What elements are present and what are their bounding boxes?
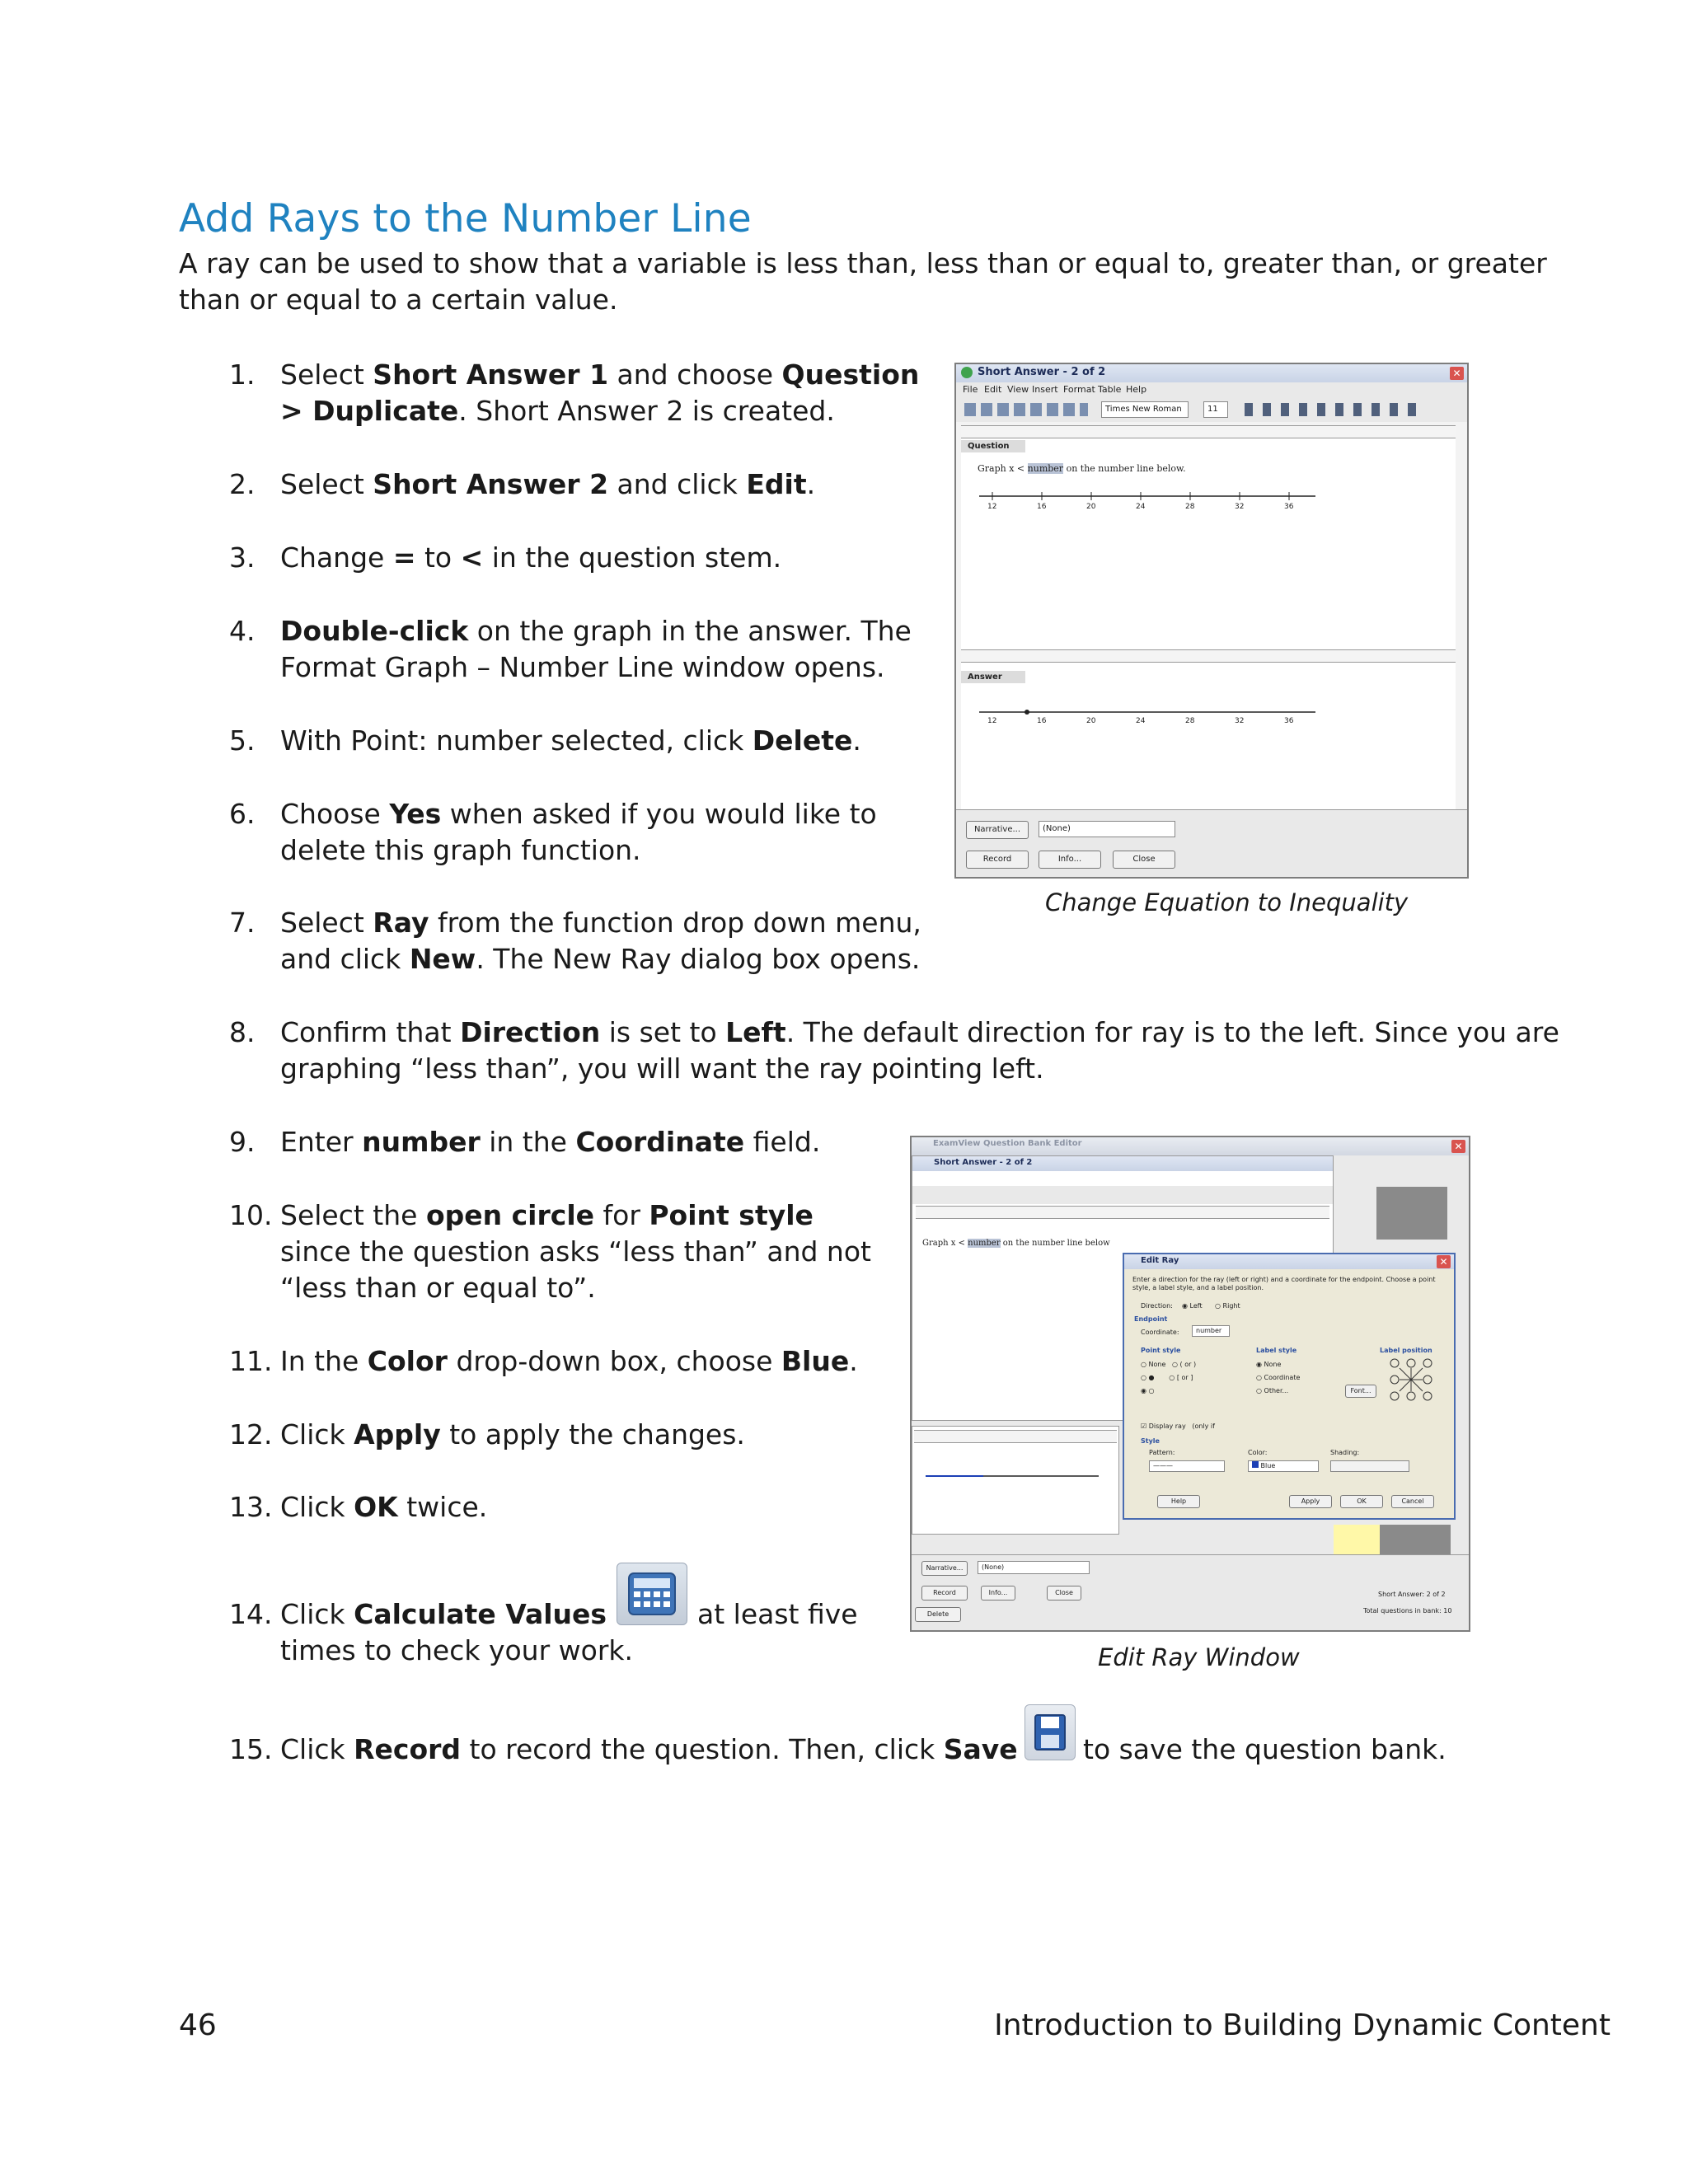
fig2-inner-window: Short Answer - 2 of 2 Graph x < number on the number line below <box>912 1155 1334 1421</box>
fig2-outer-titlebar: ExamView Question Bank Editor ✕ <box>912 1137 1469 1155</box>
calculator-icon <box>617 1563 687 1624</box>
step-number: 3. <box>229 541 256 574</box>
font-button[interactable]: Font... <box>1345 1385 1376 1398</box>
step-14-text: Click Calculate Values <box>280 1598 607 1630</box>
step-number: 5. <box>229 724 256 757</box>
toolbar-icons <box>964 403 1088 416</box>
step-text: Select Short Answer 2 and click Edit. <box>280 468 816 500</box>
label-position-grid[interactable] <box>1386 1357 1436 1403</box>
question-number-line <box>978 488 1324 521</box>
step-text: Choose Yes when asked if you would like to delete this graph function. <box>280 798 877 866</box>
fig2-narrative-select[interactable]: (None) <box>978 1561 1090 1574</box>
step-text: Click Apply to apply the changes. <box>280 1418 745 1451</box>
intro-paragraph: A ray can be used to show that a variable is less than, less than or equal to, greater than, or greater than or equal to a certain value. <box>179 247 1547 316</box>
fig1-ruler-top <box>961 425 1456 438</box>
step-15-tail: to save the question bank. <box>1083 1733 1447 1765</box>
step-14-tail-2: times to check your work. <box>280 1634 634 1666</box>
fig2-info-button[interactable]: Info... <box>981 1586 1015 1601</box>
menu-insert[interactable]: Insert <box>1032 384 1058 395</box>
question-stem: Graph x < number on the number line below. <box>978 463 1186 474</box>
step-text: Double-click on the graph in the answer. The Format Graph – Number Line window opens. <box>280 615 912 683</box>
display-ray-checkbox[interactable]: ☑ Display ray (only if <box>1141 1422 1215 1430</box>
direction-left-radio[interactable]: ◉ Left <box>1182 1302 1203 1310</box>
step-text: Confirm that Direction is set to Left. The default direction for ray is to the left. Since you are graphing “less than”, you will want the ray pointing left. <box>280 1016 1559 1085</box>
close-icon[interactable]: ✕ <box>1451 1140 1465 1153</box>
fig1-ruler-answer <box>961 649 1456 663</box>
direction-right-radio[interactable]: ○ Right <box>1215 1302 1240 1310</box>
save-icon[interactable] <box>1025 1704 1076 1760</box>
size-select[interactable]: 11 <box>1203 401 1228 418</box>
ok-button[interactable]: OK <box>1340 1495 1383 1508</box>
step-15-text: Click Record to record the question. Then, click Save <box>280 1733 1018 1765</box>
step-15-number: 15. <box>229 1733 273 1765</box>
step-number: 12. <box>229 1418 273 1451</box>
step-text: Select Short Answer 1 and choose Question > Duplicate. Short Answer 2 is created. <box>280 359 920 427</box>
fig2-answer-pane <box>912 1426 1119 1535</box>
step-text: In the Color drop-down box, choose Blue. <box>280 1345 858 1377</box>
help-button[interactable]: Help <box>1157 1495 1200 1508</box>
menu-table[interactable]: Table <box>1098 384 1122 395</box>
floppy-disk-icon <box>1025 1705 1075 1760</box>
info-button[interactable]: Info... <box>1039 851 1101 869</box>
step-text: Change = to < in the question stem. <box>280 541 782 574</box>
step-number: 11. <box>229 1345 273 1377</box>
cancel-button[interactable]: Cancel <box>1391 1495 1434 1508</box>
step-number: 2. <box>229 468 256 500</box>
figure-edit-ray: ExamView Question Bank Editor ✕ Short Answer - 2 of 2 Graph x < number on the number line below Edit Ray ✕ Enter a direction for the ray (left or right) and a coordinate for the endpoint. Choose a point style, a label style, and a label position. Direction: ◉ Left ○ Right Endpoint Coordinate: number Point style Label style Label position ○ None ○ ( or ) ○ ● ○ [ or ] ◉ ○ ◉ None ○ Coordinate ○ Other... Font... ☑ Display ray (only if Style Pattern: Color: Shading: ——— Blue Help Apply OK Cancel Narrative... (None) Record Info... Close Delete Short Answer: 2 of 2 Total questions in bank: 10 <box>910 1136 1470 1632</box>
step-number: 4. <box>229 615 256 647</box>
step-number: 6. <box>229 798 256 830</box>
close-icon[interactable]: ✕ <box>1437 1255 1451 1268</box>
apply-button[interactable]: Apply <box>1289 1495 1332 1508</box>
calculate-values-icon[interactable] <box>617 1563 687 1625</box>
fig2-close-button[interactable]: Close <box>1047 1586 1081 1601</box>
label-style-options[interactable]: ◉ None ○ Coordinate ○ Other... <box>1256 1361 1301 1394</box>
app-icon <box>961 367 973 378</box>
fig2-number-line <box>926 1468 1107 1484</box>
close-icon[interactable]: ✕ <box>1450 367 1464 380</box>
fig1-menubar <box>956 382 1467 397</box>
answer-tab[interactable]: Answer <box>961 671 1025 683</box>
step-text: Select the open circle for Point style since the question asks “less than” and not “less than or equal to”. <box>280 1199 871 1304</box>
answer-number-line[interactable] <box>978 704 1324 729</box>
menu-file[interactable]: File <box>963 384 978 395</box>
menu-edit[interactable]: Edit <box>984 384 1002 395</box>
menu-help[interactable]: Help <box>1126 384 1147 395</box>
question-tab[interactable]: Question <box>961 440 1025 452</box>
step-number: 10. <box>229 1199 273 1231</box>
coordinate-input[interactable]: number <box>1192 1325 1230 1337</box>
record-button[interactable]: Record <box>966 851 1029 869</box>
figure-2-caption: Edit Ray Window <box>1098 1643 1300 1671</box>
section-title: Add Rays to the Number Line <box>179 196 752 241</box>
step-number: 7. <box>229 907 256 939</box>
fig2-record-button[interactable]: Record <box>921 1586 968 1601</box>
menu-view[interactable]: View <box>1007 384 1029 395</box>
page-number: 46 <box>179 2008 217 2042</box>
step-number: 8. <box>229 1016 256 1048</box>
step-text: With Point: number selected, click Delete. <box>280 724 861 757</box>
step-14-number: 14. <box>229 1598 273 1630</box>
color-select[interactable]: Blue <box>1248 1460 1319 1472</box>
point-style-options[interactable]: ○ None ○ ( or ) ○ ● ○ [ or ] ◉ ○ <box>1141 1361 1197 1394</box>
step-text: Click OK twice. <box>280 1491 488 1523</box>
menu-format[interactable]: Format <box>1063 384 1095 395</box>
step-number: 9. <box>229 1126 256 1158</box>
step-14-tail-1: at least five <box>697 1598 858 1630</box>
fig2-delete-button[interactable]: Delete <box>915 1607 961 1622</box>
fig1-toolbar <box>956 397 1467 422</box>
fig1-bottom-bar <box>956 809 1467 878</box>
narrative-button[interactable]: Narrative... <box>966 821 1029 839</box>
step-text: Enter number in the Coordinate field. <box>280 1126 821 1158</box>
figure-change-equation: Short Answer - 2 of 2 ✕ File Edit View Insert Format Table Help Times New Roman 11 Question Graph x < number on the number line below. 12 16 20 24 28 32 36 Answer 12 16 20 24 28 32 36 Narrative... (None) Record Info... Close <box>954 363 1469 879</box>
step-14 <box>229 1596 889 1671</box>
shading-select[interactable] <box>1330 1460 1409 1472</box>
font-select[interactable]: Times New Roman <box>1101 401 1189 418</box>
fig1-titlebar: Short Answer - 2 of 2 ✕ <box>956 364 1467 382</box>
pattern-select[interactable]: ——— <box>1149 1460 1225 1472</box>
close-button[interactable]: Close <box>1113 851 1175 869</box>
format-icons <box>1245 403 1426 416</box>
step-number: 1. <box>229 359 256 391</box>
step-text: Select Ray from the function drop down menu, and click New. The New Ray dialog box opens. <box>280 907 921 975</box>
narrative-select[interactable]: (None) <box>1039 821 1175 837</box>
step-number: 13. <box>229 1491 273 1523</box>
book-title: Introduction to Building Dynamic Content <box>994 2008 1611 2042</box>
fig2-narrative-button[interactable]: Narrative... <box>921 1561 968 1576</box>
edit-ray-dialog: Edit Ray ✕ Enter a direction for the ray (left or right) and a coordinate for the endpoint. Choose a point style, a label style, and a label position. Direction: ◉ Left ○ Right Endpoint Coordinate: number Point style Label style Label position ○ None ○ ( or ) ○ ● ○ [ or ] ◉ ○ ◉ None ○ Coordinate ○ Other... Font... ☑ Display ray (only if Style Pattern: Color: Shading: ——— Blue Help Apply OK Cancel <box>1123 1253 1456 1520</box>
figure-1-caption: Change Equation to Inequality <box>1045 888 1409 916</box>
